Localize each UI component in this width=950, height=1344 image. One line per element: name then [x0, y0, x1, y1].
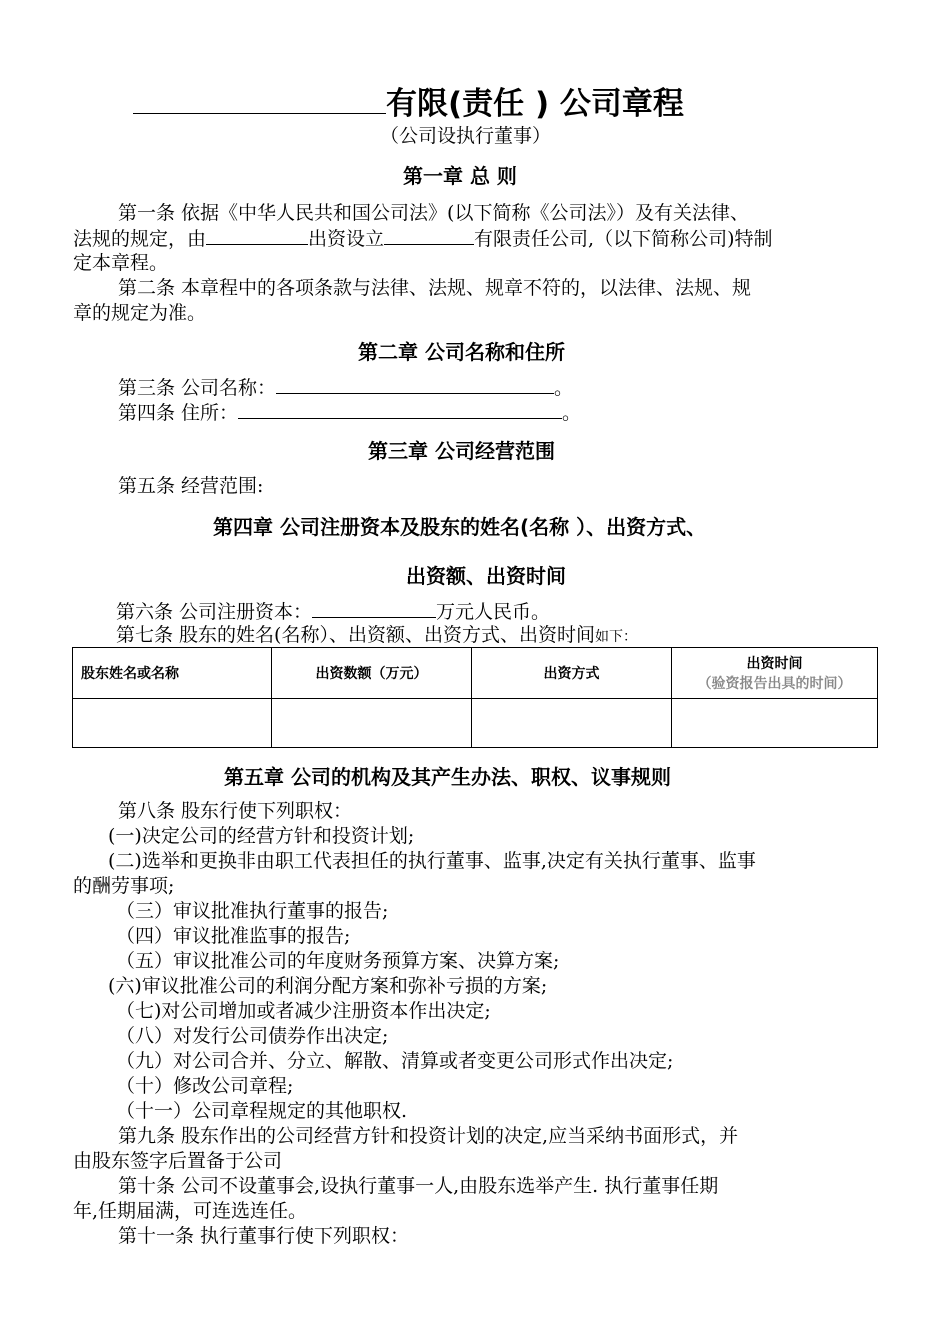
article-8-item-1: (一)决定公司的经营方针和投资计划;: [108, 825, 415, 847]
header-contribution-time: 出资时间 （验资报告出具的时间）: [672, 648, 878, 699]
article-10-line-1: 第十条 公司不设董事会,设执行董事一人,由股东选举产生. 执行董事任期: [118, 1175, 719, 1197]
article-8-item-9: （九）对公司合并、分立、解散、清算或者变更公司形式作出决定;: [116, 1050, 674, 1072]
article-8-item-5: （五）审议批准公司的年度财务预算方案、决算方案;: [116, 950, 560, 972]
chapter-4-title-line-1: 第四章 公司注册资本及股东的姓名(名称 ）、出资方式、: [213, 515, 707, 539]
company-name-blank: [133, 85, 386, 114]
capital-field: [312, 599, 436, 618]
article-8-item-2: (二)选举和更换非由职工代表担任的执行董事、监事,决定有关执行董事、监事: [108, 850, 756, 872]
header-shareholder-name: 股东姓名或名称: [73, 648, 272, 699]
header-contribution-method: 出资方式: [472, 648, 672, 699]
chapter-3-title: 第三章 公司经营范围: [368, 439, 555, 463]
article-9-line-1: 第九条 股东作出的公司经营方针和投资计划的决定,应当采纳书面形式，并: [118, 1125, 739, 1147]
article-5: 第五条 经营范围:: [118, 475, 264, 497]
article-1-line-3: 定本章程。: [73, 252, 169, 274]
article-8: 第八条 股东行使下列职权：: [118, 800, 353, 822]
cell-contribution-amount[interactable]: [272, 699, 472, 748]
article-10-line-2: 年,任期届满，可连选连任。: [73, 1200, 308, 1222]
chapter-4-title-line-2: 出资额、出资时间: [406, 564, 566, 588]
article-2-line-1: 第二条 本章程中的各项条款与法律、法规、规章不符的，以法律、法规、规: [118, 277, 752, 299]
article-4: 第四条 住所： 。: [118, 402, 582, 424]
chapter-1-title: 第一章 总 则: [403, 164, 517, 188]
article-8-item-2-cont: 的酬劳事项;: [73, 875, 175, 897]
chapter-5-title: 第五章 公司的机构及其产生办法、职权、议事规则: [224, 765, 671, 789]
article-9-line-2: 由股东签字后置备于公司: [73, 1150, 283, 1172]
shareholder-table: [72, 647, 878, 748]
document-subtitle: （公司设执行董事）: [380, 125, 552, 147]
article-6: 第六条 公司注册资本： 万元人民币。: [116, 601, 551, 623]
article-8-item-7: （七)对公司增加或者减少注册资本作出决定;: [116, 1000, 491, 1022]
cell-contribution-method[interactable]: [472, 699, 672, 748]
chapter-2-title: 第二章 公司名称和住所: [358, 340, 565, 364]
document-title: 有限(责任 ) 公司章程: [133, 78, 684, 123]
address-field: [238, 400, 562, 419]
article-7: 第七条 股东的姓名(名称）、出资额、出资方式、出资时间如下：: [116, 624, 637, 646]
header-contribution-amount: 出资数额（万元）: [272, 648, 472, 699]
cell-shareholder-name[interactable]: [73, 699, 272, 748]
article-8-item-4: （四）审议批准监事的报告;: [116, 925, 351, 947]
article-8-item-6: (六)审议批准公司的利润分配方案和弥补亏损的方案;: [108, 975, 548, 997]
article-11: 第十一条 执行董事行使下列职权：: [118, 1225, 410, 1247]
article-8-item-8: （八）对发行公司债券作出决定;: [116, 1025, 389, 1047]
company-name-field: [276, 375, 554, 394]
header-contribution-time-note: （验资报告出具的时间）: [697, 676, 852, 692]
investor-blank: [206, 226, 308, 245]
article-1-line-1: 第一条 依据《中华人民共和国公司法》(以下简称《公司法》）及有关法律、: [118, 202, 749, 224]
cell-contribution-time[interactable]: [672, 699, 878, 748]
table-row: [73, 699, 878, 748]
article-3: 第三条 公司名称： 。: [118, 377, 574, 399]
company-blank: [384, 226, 474, 245]
article-8-item-11: （十一）公司章程规定的其他职权.: [116, 1100, 408, 1122]
article-2-line-2: 章的规定为准。: [73, 302, 207, 324]
article-8-item-3: （三）审议批准执行董事的报告;: [116, 900, 389, 922]
article-8-item-10: （十）修改公司章程;: [116, 1075, 294, 1097]
article-1-line-2: 法规的规定，由 出资设立 有限责任公司,（以下简称公司)特制: [73, 228, 773, 250]
table-header-row: [73, 648, 878, 699]
